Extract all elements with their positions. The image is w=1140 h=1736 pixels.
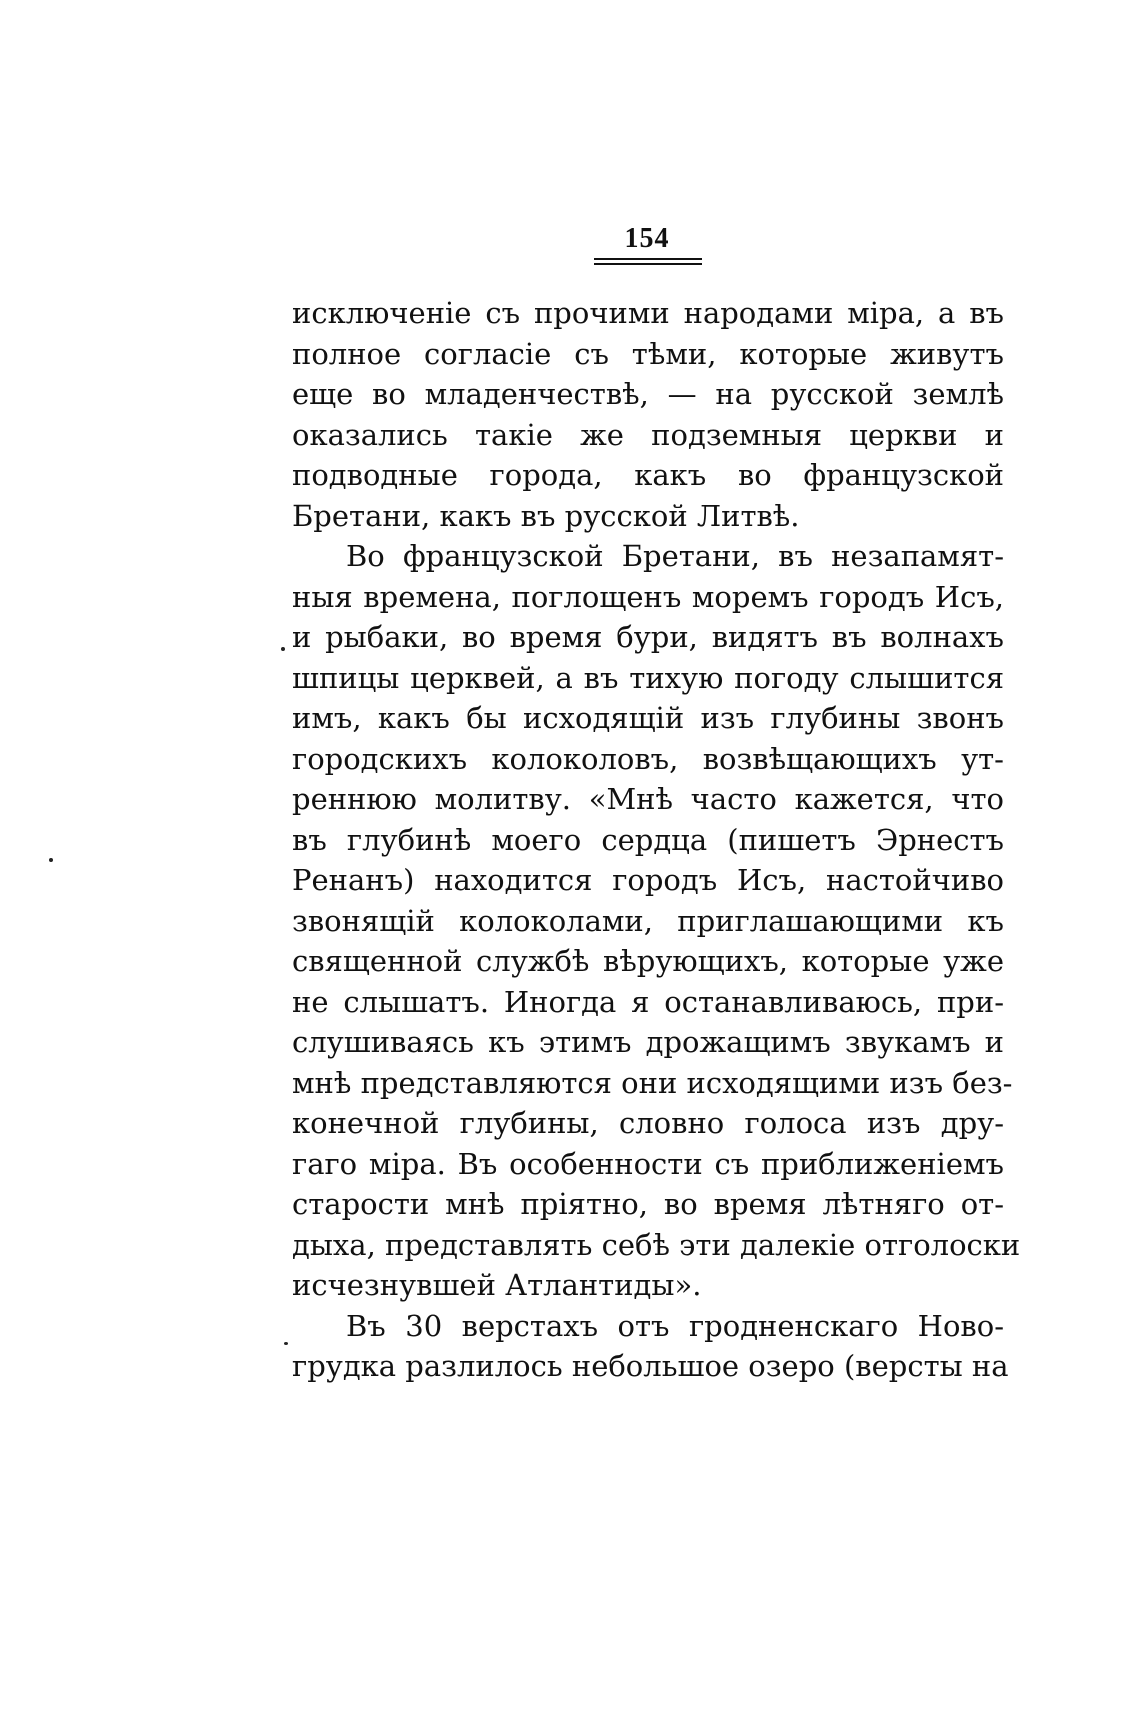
text-line: и рыбаки, во время бури, видятъ въ волнахъ (292, 620, 1004, 654)
text-line: звонящій колоколами, приглашающими къ (292, 903, 1004, 938)
text-line: мнѣ представляются они исходящими изъ без- (292, 1065, 1013, 1100)
text-line: еще во младенчествѣ, — на русской землѣ (292, 377, 1004, 411)
text-line: въ глубинѣ моего сердца (пишетъ Эрнестъ (292, 822, 1004, 857)
text-line: городскихъ колоколовъ, возвѣщающихъ ут- (292, 741, 1004, 776)
scan-speck (284, 1342, 288, 1345)
text-line: полное согласіе съ тѣми, которые живутъ (292, 336, 1004, 371)
text-line: ныя времена, поглощенъ моремъ городъ Исъ, (292, 579, 1004, 614)
text-line: грудка разлилось небольшое озеро (версты на (292, 1349, 1009, 1383)
text-line: слушиваясь къ этимъ дрожащимъ звукамъ и (292, 1025, 1004, 1059)
text-line: не слышатъ. Иногда я останавливаюсь, при- (292, 984, 1004, 1019)
text-line: исчезнувшей Атлантиды». (292, 1268, 702, 1302)
text-line: подводные города, какъ во французской (292, 458, 1004, 492)
text-line: гаго міра. Въ особенности съ приближеніемъ (292, 1146, 1004, 1181)
page-number: 154 (624, 223, 670, 254)
header-rule-top (594, 258, 702, 260)
header-rule-bottom (594, 263, 702, 265)
text-line: исключеніе съ прочими народами міра, а въ (292, 296, 1004, 330)
text-line: дыха, представлять себѣ эти далекіе отголоски (292, 1227, 1021, 1262)
text-line: старости мнѣ пріятно, во время лѣтняго от- (292, 1187, 1004, 1221)
text-line: Въ 30 верстахъ отъ гродненскаго Ново- (346, 1308, 1004, 1343)
scan-speck (281, 647, 285, 651)
text-line: шпицы церквей, а въ тихую погоду слышится (292, 660, 1004, 695)
text-line: имъ, какъ бы исходящій изъ глубины звонъ (292, 701, 1004, 735)
text-line: Ренанъ) находится городъ Исъ, настойчиво (292, 863, 1004, 897)
paragraph (292, 536, 1021, 1306)
scan-speck (49, 858, 53, 862)
text-line: Во французской Бретани, въ незапамят- (346, 539, 1004, 573)
text-line: Бретани, какъ въ русской Литвѣ. (292, 498, 800, 533)
text-line: реннюю молитву. «Мнѣ часто кажется, что (292, 782, 1004, 816)
paragraph (292, 1306, 1009, 1387)
text-line: оказались такіе же подземныя церкви и (292, 417, 1004, 452)
paragraph (292, 293, 1004, 536)
body-text (292, 293, 1021, 1387)
text-line: конечной глубины, словно голоса изъ дру- (292, 1106, 1004, 1140)
text-line: священной службѣ вѣрующихъ, которые уже (292, 944, 1004, 978)
